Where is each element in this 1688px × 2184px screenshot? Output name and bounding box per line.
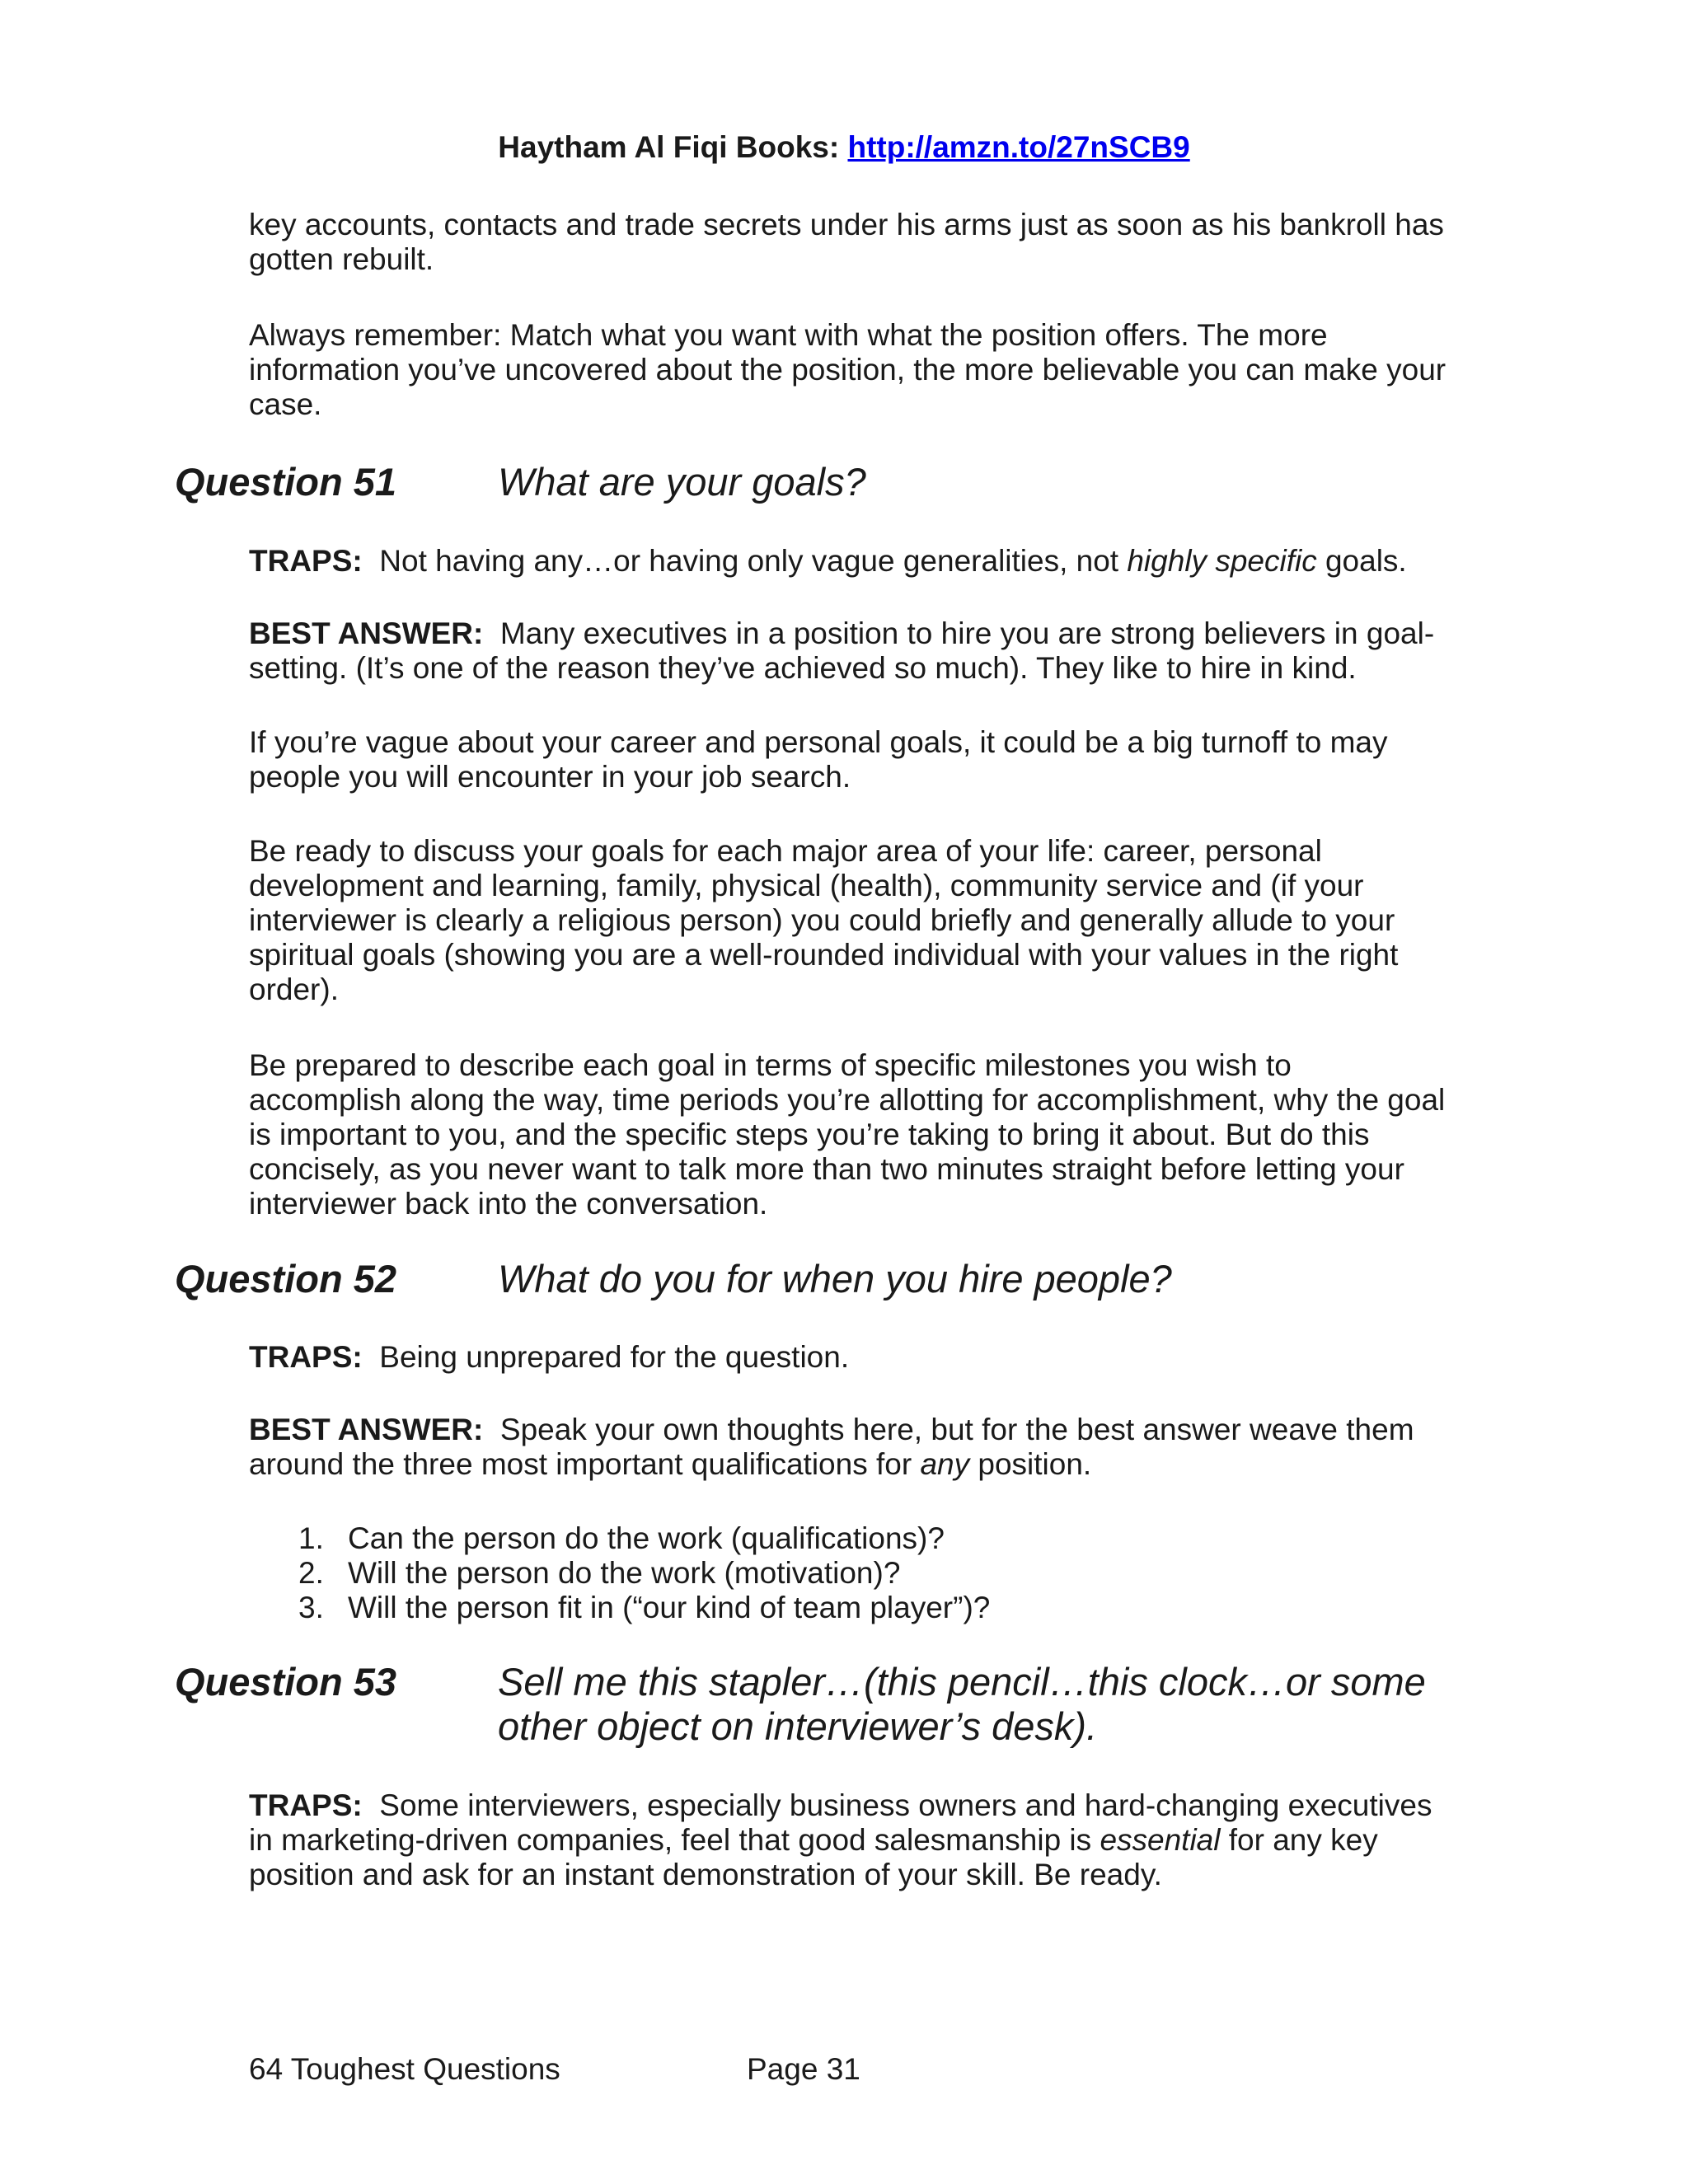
traps-text: Being unprepared for the question. [379, 1340, 850, 1374]
q51-text-5: Be prepared to describe each goal in terms of specific milestones you wish to accomplish along the way, time periods you’re allotting for accomplishment, why the goal is important to you, and the specific steps you’re taking to bring it about. But do this concisely, as you never want to talk more than two minutes straight before letting your interviewer back into the conversation. [249, 1048, 1446, 1221]
list-text: Will the person fit in (“our kind of team player”)? [348, 1591, 991, 1624]
intro-text-2: Always remember: Match what you want with what the position offers. The more information you’ve uncovered about the position, the more believable you can make your case. [249, 318, 1447, 421]
list-number: 3. [298, 1591, 324, 1624]
page-footer [249, 2052, 860, 2087]
q51-text-4: Be ready to discuss your goals for each major area of your life: career, personal development and learning, family, physical (health), community service and (if your interviewer is clearly a religious person) you could briefly and generally allude to your spiritual goals (showing you are a well-rounded individual with your values in the right order). [249, 834, 1399, 1006]
list-item [249, 1591, 1403, 1625]
question-label: Question 52 [175, 1257, 397, 1301]
list-number: 2. [298, 1556, 324, 1590]
header-prefix: Haytham Al Fiqi Books: [498, 130, 840, 164]
q51-best-answer [249, 616, 1452, 686]
q52-best-answer [249, 1413, 1452, 1482]
question-text: What are your goals? [498, 460, 866, 504]
best-answer-text: Speak your own thoughts here, but for the best answer weave them around the three most important qualifications for [249, 1413, 1414, 1481]
intro-paragraph-2 [249, 318, 1452, 422]
traps-label: TRAPS: [249, 544, 363, 578]
traps-text: Some interviewers, especially business owners and hard-changing executives in marketing-driven companies, feel that good salesmanship is [249, 1788, 1432, 1857]
q51-paragraph-3 [249, 725, 1452, 794]
q51-traps [249, 544, 1452, 579]
q51-text-3: If you’re vague about your career and personal goals, it could be a big turnoff to may people you will encounter in your job search. [249, 725, 1388, 794]
question-text: What do you for when you hire people? [498, 1257, 1172, 1301]
question-label: Question 51 [175, 460, 397, 504]
q53-traps [249, 1788, 1452, 1892]
q51-paragraph-5 [249, 1048, 1452, 1221]
traps-label: TRAPS: [249, 1340, 363, 1374]
traps-text: Not having any…or having only vague generalities, not [379, 544, 1128, 578]
qualifications-list [249, 1521, 1403, 1625]
traps-label: TRAPS: [249, 1788, 363, 1822]
best-answer-text-end: position. [969, 1447, 1092, 1481]
best-answer-text: Many executives in a position to hire you are strong believers in goal-setting. (It’s one of the reason they’ve achieved so much). They like to hire in kind. [249, 616, 1435, 685]
question-text: Sell me this stapler…(this pencil…this clock…or some other object on interviewer’s desk). [498, 1660, 1426, 1748]
q51-paragraph-4 [249, 834, 1452, 1007]
best-answer-label: BEST ANSWER: [249, 616, 484, 650]
page-header [0, 130, 1688, 165]
list-item [249, 1521, 1403, 1556]
list-text: Can the person do the work (qualifications)? [348, 1521, 945, 1555]
page-number: Page 31 [747, 2052, 860, 2086]
traps-emphasis: essential [1100, 1823, 1221, 1857]
list-number: 1. [298, 1521, 324, 1555]
best-answer-label: BEST ANSWER: [249, 1413, 484, 1446]
list-text: Will the person do the work (motivation)? [348, 1556, 901, 1590]
header-link[interactable]: http://amzn.to/27nSCB9 [847, 130, 1190, 164]
q52-traps [249, 1340, 1452, 1375]
traps-emphasis: highly specific [1127, 544, 1317, 578]
list-item [249, 1556, 1403, 1591]
footer-title: 64 Toughest Questions [249, 2052, 560, 2086]
best-answer-emphasis: any [920, 1447, 970, 1481]
intro-text-1: key accounts, contacts and trade secrets under his arms just as soon as his bankroll has gotten rebuilt. [249, 208, 1444, 276]
traps-text-end: goals. [1316, 544, 1407, 578]
intro-paragraph-1 [249, 208, 1452, 277]
question-label: Question 53 [175, 1660, 397, 1704]
traps-text-end: for any key position and ask for an instant demonstration of your skill. Be ready. [249, 1823, 1378, 1891]
